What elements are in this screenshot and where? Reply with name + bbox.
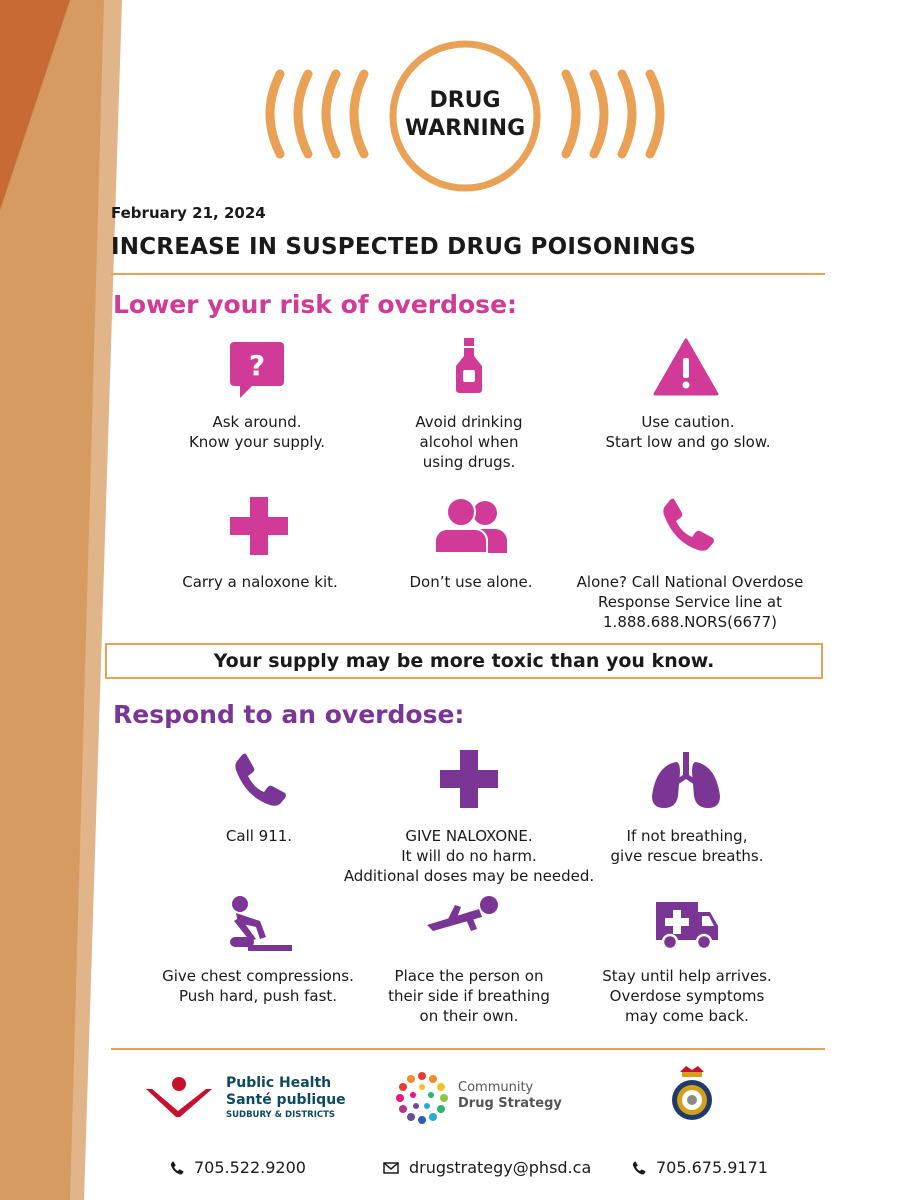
contact-phone-2[interactable] [632,1158,768,1177]
phone-icon [632,1161,646,1175]
decorative-side-band [0,0,150,1200]
ambulance-icon [654,898,720,954]
phsd-logo-line3: SUDBURY & DISTRICTS [226,1110,336,1120]
warning-triangle-icon [653,338,719,400]
question-bubble-icon [228,340,286,404]
community-drug-strategy-logo-icon [394,1070,450,1130]
phone-icon [660,497,716,557]
lower-item-2: Avoid drinking alcohol when using drugs. [415,413,523,471]
cds-logo-line2: Drug Strategy [458,1096,562,1111]
phone-icon [232,752,288,812]
phsd-logo-line2: Santé publique [226,1092,346,1108]
phsd-logo-line1: Public Health [226,1075,332,1091]
cpr-icon [226,895,292,957]
police-crest-icon [670,1064,714,1128]
contact-email[interactable] [383,1158,591,1177]
drug-warning-banner [250,34,680,194]
footer-divider [111,1048,825,1050]
phone-icon [170,1161,184,1175]
bottle-icon [454,338,484,398]
plus-icon [440,750,498,812]
page-title: INCREASE IN SUSPECTED DRUG POISONINGS [111,234,697,260]
recovery-position-icon [425,895,501,939]
contact-email-text: drugstrategy@phsd.ca [409,1158,592,1177]
respond-item-1: Call 911. [225,827,293,845]
contact-phone-1-text: 705.522.9200 [194,1158,306,1177]
people-icon [435,497,509,559]
contact-phone-1[interactable] [170,1158,306,1177]
divider [111,273,825,275]
cds-logo-line1: Community [458,1080,534,1095]
respond-item-3: If not breathing, give rescue breaths. [610,827,764,865]
lower-item-6: Alone? Call National Overdose Response Service line at 1.888.688.NORS(6677) [576,573,804,631]
respond-item-5: Place the person on their side if breathing on their own. [388,967,550,1025]
lower-item-1: Ask around. Know your supply. [188,413,326,451]
banner-line2: WARNING [404,116,526,141]
envelope-icon [383,1162,399,1174]
date-label: February 21, 2024 [111,204,266,222]
toxic-supply-notice: Your supply may be more toxic than you know. [105,643,823,679]
banner-line1: DRUG [429,88,501,113]
contact-phone-2-text: 705.675.9171 [656,1158,768,1177]
lower-item-5: Don’t use alone. [409,573,533,591]
plus-icon [230,497,288,559]
respond-item-2: GIVE NALOXONE. It will do no harm. Additional doses may be needed. [343,827,595,885]
lower-item-3: Use caution. Start low and go slow. [605,413,771,451]
phsd-logo-icon [144,1075,214,1123]
lungs-icon [650,752,722,814]
respond-title: Respond to an overdose: [113,700,465,729]
lower-risk-title: Lower your risk of overdose: [113,290,518,319]
lower-item-4: Carry a naloxone kit. [182,573,338,591]
respond-item-4: Give chest compressions. Push hard, push fast. [162,967,354,1005]
svg-text:?: ? [248,349,266,382]
respond-item-6: Stay until help arrives. Overdose symptoms may come back. [602,967,772,1025]
